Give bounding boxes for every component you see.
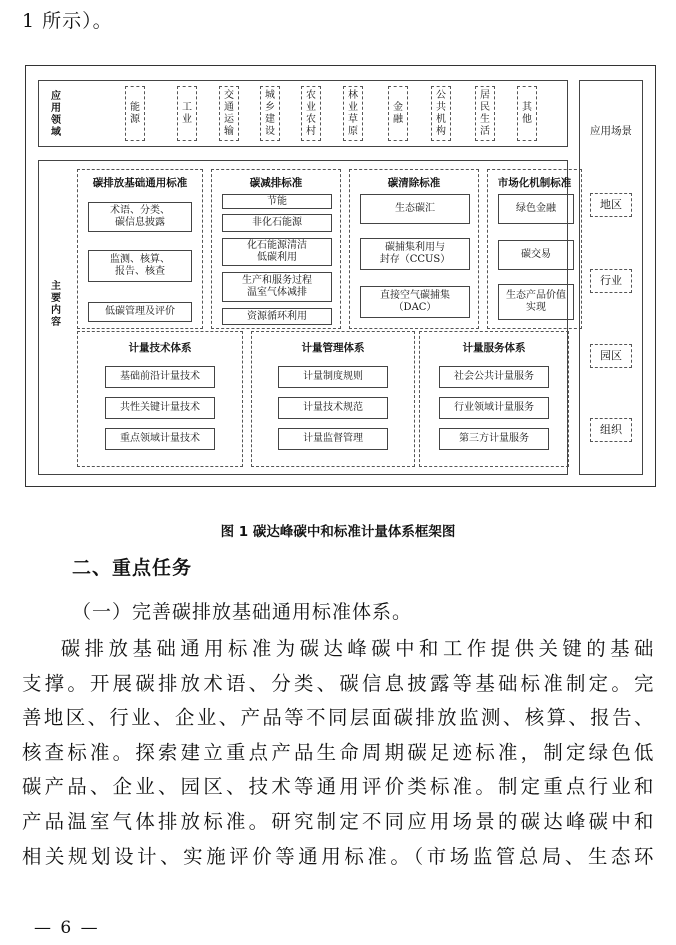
metrology-item: 行业领域计量服务 [439, 397, 549, 419]
standard-item: 生态碳汇 [360, 194, 470, 224]
standard-group-title: 碳清除标准 [387, 177, 441, 189]
application-scenario-item: 园区 [590, 344, 632, 368]
paragraph-line: 支撑。开展碳排放术语、分类、碳信息披露等基础标准制定。完 [22, 671, 654, 695]
application-field-item [431, 86, 451, 141]
metrology-item: 社会公共计量服务 [439, 366, 549, 388]
figure-caption: 图 1 碳达峰碳中和标准计量体系框架图 [220, 524, 456, 540]
metrology-item: 计量制度规则 [278, 366, 388, 388]
application-scenario-item: 行业 [590, 269, 632, 293]
standard-group [487, 169, 582, 329]
standard-item: 化石能源清洁 低碳利用 [222, 238, 332, 266]
subsection-heading: （一）完善碳排放基础通用标准体系。 [72, 601, 413, 623]
metrology-item: 共性关键计量技术 [105, 397, 215, 419]
standard-group-title: 碳排放基础通用标准 [92, 177, 188, 189]
paragraph-line: 碳排放基础通用标准为碳达峰碳中和工作提供关键的基础 [60, 637, 654, 660]
application-field-label: 工业 [182, 102, 192, 125]
continuation-text: 1 所示）。 [22, 10, 113, 32]
standard-item: 术语、分类、 碳信息披露 [88, 202, 192, 232]
metrology-group-title: 计量服务体系 [462, 342, 526, 354]
standard-item: 生态产品价值 实现 [498, 284, 574, 320]
application-scenarios-title: 应用场景 [590, 125, 632, 137]
application-field-label: 金融 [393, 102, 403, 125]
metrology-item: 基础前沿计量技术 [105, 366, 215, 388]
standard-item: 监测、核算、 报告、核查 [88, 250, 192, 282]
application-field-label: 其他 [522, 102, 532, 125]
standard-item: 碳交易 [498, 240, 574, 270]
section-heading: 二、重点任务 [72, 557, 193, 579]
application-field-item [125, 86, 145, 141]
application-scenario-item: 组织 [590, 418, 632, 442]
framework-diagram [25, 65, 656, 487]
paragraph-line: 产品温室气体排放标准。研究制定不同应用场景的碳达峰碳中和 [22, 809, 654, 833]
application-field-label: 能源 [130, 102, 140, 125]
standard-group [349, 169, 479, 329]
application-field-item [260, 86, 280, 141]
application-field-label: 林业草原 [348, 90, 358, 137]
metrology-group-title: 计量技术体系 [128, 342, 192, 354]
application-field-label: 城乡建设 [265, 90, 275, 137]
application-field-label: 公共机构 [436, 90, 446, 137]
application-scenarios-box [579, 80, 643, 475]
standard-item: 低碳管理及评价 [88, 302, 192, 322]
paragraph-line: 善地区、行业、企业、产品等不同层面碳排放监测、核算、报告、 [22, 706, 654, 730]
application-field-item [517, 86, 537, 141]
standard-item: 碳捕集利用与 封存（CCUS） [360, 238, 470, 270]
application-field-label: 居民生活 [480, 90, 490, 137]
application-field-label: 农业农村 [306, 90, 316, 137]
standard-group-title: 碳减排标准 [249, 177, 303, 189]
application-field-item [219, 86, 239, 141]
standard-group [211, 169, 341, 329]
metrology-group-title: 计量管理体系 [301, 342, 365, 354]
application-scenario-item: 地区 [590, 193, 632, 217]
metrology-item: 第三方计量服务 [439, 428, 549, 450]
main-content-box [38, 160, 572, 475]
application-field-item [343, 86, 363, 141]
application-field-item [177, 86, 197, 141]
application-field-label: 交通运输 [224, 90, 234, 137]
metrology-group [419, 331, 569, 467]
standard-group [77, 169, 203, 329]
standard-item: 直接空气碳捕集 （DAC） [360, 286, 470, 318]
application-field-item [388, 86, 408, 141]
metrology-group [251, 331, 415, 467]
body-paragraph [22, 632, 654, 874]
paragraph-line: 碳产品、企业、园区、技术等通用评价类标准。制定重点行业和 [22, 775, 654, 799]
application-field-item [475, 86, 495, 141]
standard-item: 生产和服务过程 温室气体减排 [222, 272, 332, 302]
paragraph-line: 相关规划设计、实施评价等通用标准。（市场监管总局、生态环 [22, 844, 654, 868]
standard-item: 非化石能源 [222, 214, 332, 232]
standard-item: 绿色金融 [498, 194, 574, 224]
main-content-label: 主要内容 [51, 281, 61, 328]
metrology-group [77, 331, 243, 467]
application-fields-label: 应用领域 [51, 91, 61, 138]
application-fields-box [38, 80, 568, 147]
application-field-item [301, 86, 321, 141]
metrology-item: 重点领域计量技术 [105, 428, 215, 450]
paragraph-line: 核查标准。探索建立重点产品生命周期碳足迹标准，制定绿色低 [22, 740, 654, 764]
standard-item: 资源循环利用 [222, 308, 332, 325]
standard-group-title: 市场化机制标准 [497, 177, 572, 189]
standard-item: 节能 [222, 194, 332, 209]
metrology-item: 计量技术规范 [278, 397, 388, 419]
metrology-item: 计量监督管理 [278, 428, 388, 450]
page-number: — 6 — [34, 918, 100, 938]
